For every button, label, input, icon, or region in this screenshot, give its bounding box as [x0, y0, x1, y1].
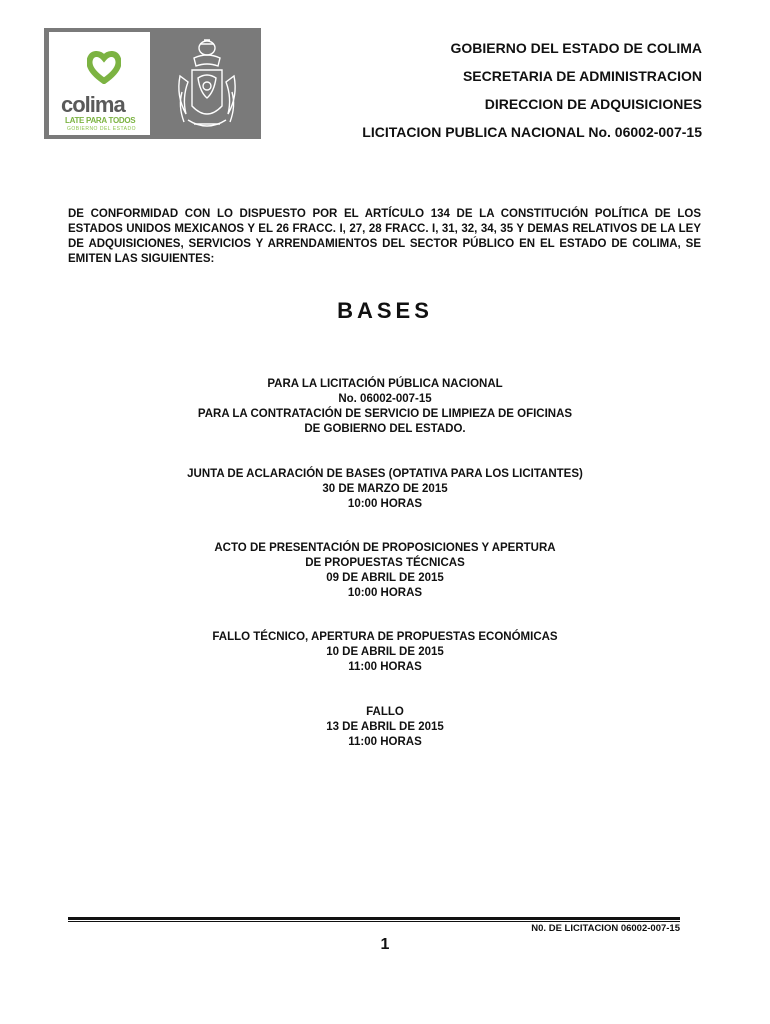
section-line: PARA LA LICITACIÓN PÚBLICA NACIONAL: [267, 378, 503, 390]
coat-of-arms-icon: [174, 36, 240, 132]
section-line: ACTO DE PRESENTACIÓN DE PROPOSICIONES Y APERTURA: [214, 542, 556, 554]
section-line: JUNTA DE ACLARACIÓN DE BASES (OPTATIVA PARA LOS LICITANTES): [187, 468, 583, 480]
logo-tagline: LATE PARA TODOS: [65, 116, 136, 125]
direction-name: DIRECCION DE ADQUISICIONES: [484, 96, 702, 112]
page-number: 1: [380, 936, 390, 953]
secretariat-name: SECRETARIA DE ADMINISTRACION: [462, 68, 702, 84]
tender-number-heading: LICITACION PUBLICA NACIONAL No. 06002-007-15: [362, 124, 702, 140]
section-line: PARA LA CONTRATACIÓN DE SERVICIO DE LIMPIEZA DE OFICINAS: [197, 408, 573, 420]
legal-intro-paragraph: DE CONFORMIDAD CON LO DISPUESTO POR EL ARTÍCULO 134 DE LA CONSTITUCIÓN POLÍTICA DE LOS ESTADOS UNIDOS MEXICANOS Y EL 26 FRACC. I, 27, 28 FRACC. I, 31, 32, 34, 35 Y DEMAS RELATIVOS DE LA LEY DE ADQUISICIONES, SERVICIOS Y ARRENDAMIENTOS DEL SECTOR PÚBLICO EN EL ESTADO DE COLIMA, SE EMITEN LAS SIGUIENTES:: [68, 208, 701, 265]
section-line: 30 DE MARZO DE 2015: [322, 483, 448, 495]
technical-ruling: [0, 630, 770, 675]
section-line: FALLO: [366, 706, 404, 718]
section-line: 09 DE ABRIL DE 2015: [326, 572, 444, 584]
government-name: GOBIERNO DEL ESTADO DE COLIMA: [450, 40, 702, 56]
section-line: 10 DE ABRIL DE 2015: [326, 646, 444, 658]
section-line: FALLO TÉCNICO, APERTURA DE PROPUESTAS ECONÓMICAS: [212, 631, 558, 643]
section-line: DE GOBIERNO DEL ESTADO.: [304, 423, 466, 435]
clarification-meeting: [0, 467, 770, 512]
footer-divider-thin: [68, 921, 680, 922]
section-line: 10:00 HORAS: [347, 587, 423, 599]
logo-wordmark: colima: [61, 92, 125, 117]
section-line: No. 06002-007-15: [338, 393, 432, 405]
logo-subtagline: GOBIERNO DEL ESTADO: [67, 126, 136, 132]
section-line: 11:00 HORAS: [348, 661, 422, 673]
heart-icon: [87, 50, 121, 84]
colima-logo: [49, 32, 150, 135]
final-ruling: [0, 705, 770, 750]
section-line: DE PROPUESTAS TÉCNICAS: [305, 557, 465, 569]
section-line: 11:00 HORAS: [348, 736, 422, 748]
footer-divider: [68, 917, 680, 920]
section-line: 13 DE ABRIL DE 2015: [326, 721, 444, 733]
document-title: BASES: [337, 298, 433, 323]
footer-tender-code: N0. DE LICITACION 06002-007-15: [531, 923, 680, 934]
tender-description: [0, 377, 770, 437]
header-logo-block: [44, 28, 261, 139]
proposal-presentation: [0, 541, 770, 601]
section-line: 10:00 HORAS: [347, 498, 423, 510]
